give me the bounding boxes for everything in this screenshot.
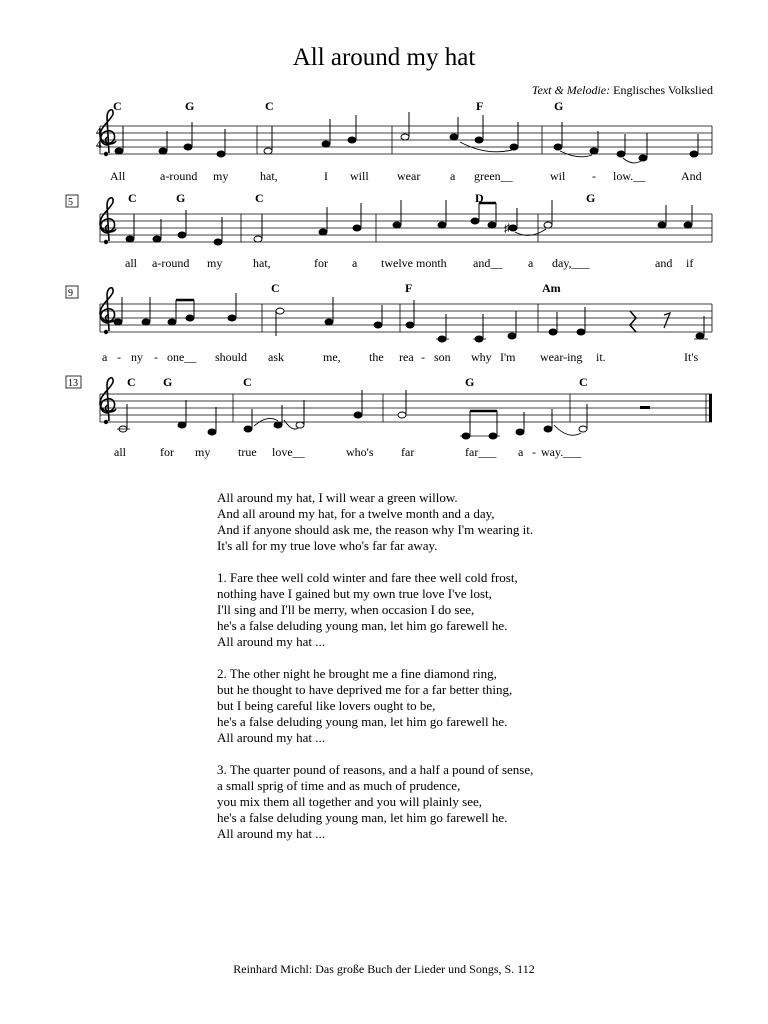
- verse-1: [217, 570, 533, 650]
- lyric-syllable: All: [110, 169, 126, 183]
- time-sig-top: 4: [96, 126, 102, 138]
- lyric-syllable: wear-ing: [540, 350, 583, 364]
- treble-clef: [100, 110, 116, 156]
- lyric-syllable: son: [434, 350, 451, 364]
- lyric-syllable: my: [213, 169, 229, 183]
- chord: G: [176, 191, 186, 205]
- lyrics-line: he's a false deluding young man, let him go farewell he.: [217, 714, 508, 729]
- lyric-syllable: ask: [268, 350, 284, 364]
- lyric-syllable: a-round: [160, 169, 198, 183]
- lyrics-line: All around my hat ...: [217, 634, 325, 649]
- treble-clef: [100, 378, 116, 424]
- lyric-syllable: should: [215, 350, 248, 364]
- lyric-syllable: who's: [346, 445, 374, 459]
- chord: D: [475, 191, 484, 205]
- lyrics-line: And all around my hat, for a twelve month and a day,: [217, 506, 495, 521]
- lyrics-line: All around my hat ...: [217, 826, 325, 841]
- chord: C: [271, 281, 280, 295]
- lyric-syllable: me,: [323, 350, 341, 364]
- chord: F: [476, 99, 484, 113]
- lyric-syllable: way.___: [541, 445, 582, 459]
- lyric-syllable: rea: [399, 350, 414, 364]
- lyrics-line: All around my hat ...: [217, 730, 325, 745]
- verse-3: [217, 762, 533, 842]
- lyric-syllable: -: [592, 169, 596, 183]
- lyrics-line: And if anyone should ask me, the reason why I'm wearing it.: [217, 522, 534, 537]
- lyric-syllable: if: [686, 256, 694, 270]
- lyric-syllable: a: [518, 445, 524, 459]
- lyrics-line: 1. Fare thee well cold winter and fare thee well cold frost,: [217, 570, 518, 585]
- lyric-syllable: -: [117, 350, 121, 364]
- lyric-syllable: a-round: [152, 256, 190, 270]
- lyric-syllable: hat,: [260, 169, 278, 183]
- lyrics-line: but he thought to have deprived me for a far better thing,: [217, 682, 513, 697]
- chorus-stanza: [217, 490, 533, 554]
- song-title: All around my hat: [292, 44, 476, 71]
- system-1: [96, 110, 712, 163]
- lyric-syllable: green__: [474, 169, 513, 183]
- lyric-syllable: for: [314, 256, 328, 270]
- lyrics-line: but I being careful like lovers ought to be,: [217, 698, 436, 713]
- lyrics-line: nothing have I gained but my own true love I've lost,: [217, 586, 492, 601]
- lyric-syllable: hat,: [253, 256, 271, 270]
- lyric-syllable: I: [324, 169, 328, 183]
- measure-number: 5: [68, 197, 73, 208]
- lyric-syllable: ny: [131, 350, 143, 364]
- sharp-sign: ♯: [504, 221, 510, 235]
- sheet-music: [0, 0, 768, 480]
- lyric-syllable: wear: [397, 169, 421, 183]
- lyric-syllable: a: [352, 256, 358, 270]
- lyrics-line: he's a false deluding young man, let him go farewell he.: [217, 618, 508, 633]
- lyric-syllable: far: [401, 445, 415, 459]
- treble-clef: [100, 288, 116, 334]
- lyric-syllable: twelve month: [381, 256, 447, 270]
- lyric-syllable: I'm: [500, 350, 516, 364]
- measure-number: 13: [68, 378, 78, 389]
- lyric-syllable: far___: [465, 445, 497, 459]
- lyric-syllable: wil: [550, 169, 566, 183]
- lyric-syllable: for: [160, 445, 174, 459]
- time-sig-bottom: 4: [96, 139, 102, 151]
- lyrics-line: I'll sing and I'll be merry, when occasion I do see,: [217, 602, 475, 617]
- chord: C: [113, 99, 122, 113]
- chord: F: [405, 281, 413, 295]
- measure-number: 9: [68, 288, 73, 299]
- lyrics-line: you mix them all together and you will plainly see,: [217, 794, 483, 809]
- lyric-syllable: will: [350, 169, 369, 183]
- lyric-syllable: low.__: [613, 169, 646, 183]
- lyric-syllable: a: [450, 169, 456, 183]
- chord: G: [465, 375, 475, 389]
- source-citation: Reinhard Michl: Das große Buch der Lieder und Songs, S. 112: [233, 962, 535, 976]
- lyrics-line: All around my hat, I will wear a green willow.: [217, 490, 458, 505]
- chord: Am: [542, 281, 561, 295]
- chord: C: [243, 375, 252, 389]
- chord: G: [586, 191, 596, 205]
- lyrics-line: It's all for my true love who's far far away.: [217, 538, 438, 553]
- system-2: [66, 195, 712, 245]
- lyric-syllable: -: [154, 350, 158, 364]
- lyrics-line: he's a false deluding young man, let him go farewell he.: [217, 810, 508, 825]
- lyric-syllable: all: [114, 445, 126, 459]
- lyric-syllable: -: [421, 350, 425, 364]
- lyric-syllable: true: [238, 445, 257, 459]
- lyric-syllable: my: [195, 445, 211, 459]
- lyric-syllable: and: [655, 256, 673, 270]
- lyric-syllable: a: [102, 350, 108, 364]
- chord: G: [185, 99, 195, 113]
- lyrics-text: [217, 490, 533, 858]
- lyrics-line: 3. The quarter pound of reasons, and a half a pound of sense,: [217, 762, 534, 777]
- lyric-syllable: why: [471, 350, 492, 364]
- chord: C: [265, 99, 274, 113]
- chord: C: [579, 375, 588, 389]
- lyric-syllable: all: [125, 256, 137, 270]
- system-3: [66, 286, 712, 342]
- lyric-syllable: day,___: [552, 256, 590, 270]
- lyric-syllable: and__: [473, 256, 503, 270]
- treble-clef: [100, 198, 116, 244]
- lyrics-line: a small sprig of time and as much of prudence,: [217, 778, 461, 793]
- chord: G: [554, 99, 564, 113]
- chord: C: [127, 375, 136, 389]
- lyric-syllable: it.: [596, 350, 606, 364]
- lyric-syllable: And: [681, 169, 702, 183]
- chord: G: [163, 375, 173, 389]
- lyric-syllable: one__: [167, 350, 197, 364]
- lyric-syllable: -: [532, 445, 536, 459]
- chord: C: [128, 191, 137, 205]
- lyrics-line: 2. The other night he brought me a fine diamond ring,: [217, 666, 497, 681]
- chord: C: [255, 191, 264, 205]
- credit-value: Englisches Volkslied: [613, 83, 713, 97]
- lyric-syllable: love__: [272, 445, 305, 459]
- half-rest: [640, 406, 650, 409]
- lyric-syllable: my: [207, 256, 223, 270]
- lyric-syllable: the: [369, 350, 384, 364]
- verse-2: [217, 666, 533, 746]
- lyric-syllable: It's: [684, 350, 699, 364]
- credit-label: Text & Melodie:: [531, 83, 611, 97]
- lyric-syllable: a: [528, 256, 534, 270]
